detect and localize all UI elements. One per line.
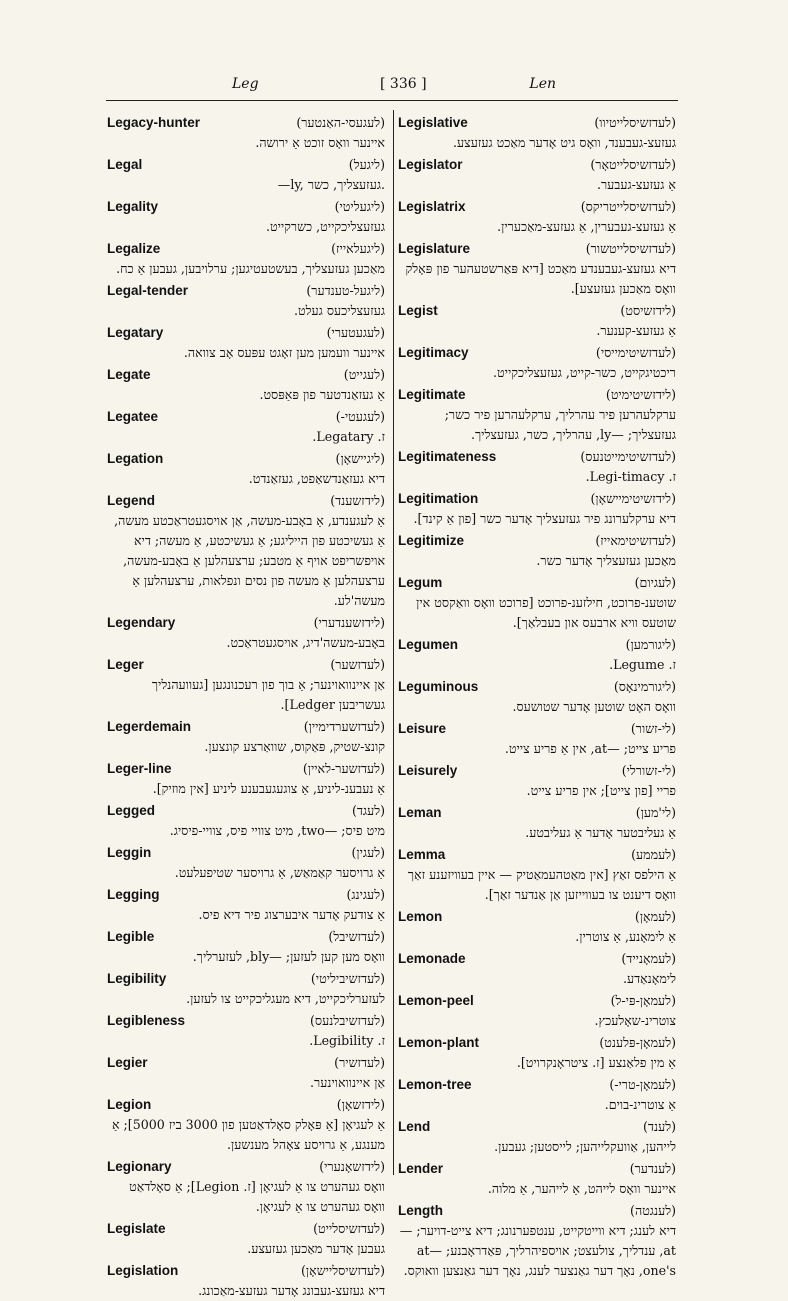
entry-headword: Legatary xyxy=(107,325,164,340)
entry-definition: דיא געזעצ-געבענדע מאַכט [דיא פּאַרשטעהער פון פּאָלק וואָס מאַכען געזעצע]. xyxy=(405,261,676,296)
dictionary-entry xyxy=(398,385,676,445)
entry-definition: אַ געליבטער אָדער אַ געליבטע. xyxy=(525,825,676,840)
dictionary-entry xyxy=(398,113,676,153)
entry-headword: Legal-tender xyxy=(107,283,189,298)
entry-headword: Legate xyxy=(107,367,151,382)
entry-pronunciation: (לעגעסי-האַנטער) xyxy=(296,115,385,130)
entry-definition: דיא לענג; דיא ווייטקייט, ענטפערנונג; דיא צייט-דויער; —at, ענדליך, צולעצט; אויספיהרליך, פּאַדראָבנע; —at one's, נאָך דער גאַנצער לענג, נאָך דער גאַנצען וואוקס. xyxy=(399,1223,676,1278)
page-number: [ 336 ] xyxy=(380,76,427,92)
entry-headword: Lemonade xyxy=(398,951,466,966)
dictionary-entry xyxy=(398,1075,676,1115)
entry-headword: Legum xyxy=(398,575,443,590)
entry-pronunciation: (ליגורמינאָס) xyxy=(613,679,676,694)
entry-headword: Leman xyxy=(398,805,442,820)
entry-pronunciation: (לעגייט) xyxy=(343,367,385,382)
entry-pronunciation: (לעממע) xyxy=(631,847,676,862)
header-left-guideword: Leg xyxy=(232,76,259,92)
dictionary-entry xyxy=(398,301,676,341)
entry-headword: Leisure xyxy=(398,721,447,736)
entry-pronunciation: (לידזשיסט) xyxy=(620,303,676,318)
entry-pronunciation: (לי-זשורלי) xyxy=(621,763,676,778)
dictionary-entry xyxy=(398,1033,676,1073)
entry-definition: אַ נעבענ-ליניע, אַ צוגעגעבענע ליניע [אין מוזיק]. xyxy=(152,781,385,796)
entry-headword: Legend xyxy=(107,493,156,508)
dictionary-entry xyxy=(107,491,385,611)
entry-pronunciation: (לעמאָנייד) xyxy=(621,951,676,966)
dictionary-entry xyxy=(107,407,385,447)
dictionary-entry xyxy=(107,927,385,967)
entry-pronunciation: (לעדזשיסליישאָן) xyxy=(301,1263,385,1278)
dictionary-entry xyxy=(107,197,385,237)
entry-headword: Legion xyxy=(107,1097,152,1112)
entry-definition: לייהען, אַוועקלייהען; לייסטען; געבען. xyxy=(494,1139,676,1154)
entry-pronunciation: (לעגיום) xyxy=(634,575,676,590)
entry-pronunciation: (לעדזשיביליטי) xyxy=(310,971,385,986)
entry-headword: Leggin xyxy=(107,845,152,860)
entry-definition: מאַכען געזעצליך, בעשטעטיגען; ערלויבען, געבען אַ כח. xyxy=(116,261,385,276)
entry-definition: צוטרינ-שאָלעכץ. xyxy=(594,1013,676,1028)
entry-definition: אַ לעגענדע, אַ באָבע-מעשה, אַן אויסגעטראַכטע מעשה, אַ געשיכטע פון הייליגע; אַ געשיכטע, אַ מעשה; דיא אויפשריפט אויף אַ מטבע; ערצעהלען אַ באָבע-מעשה, ערצעהלען אַ מעשה פון נסים ונפלאות, ערצעהלען אַ מעשה'לע. xyxy=(114,513,385,608)
entry-pronunciation: (לעדזשערדימיין) xyxy=(303,719,385,734)
entry-headword: Lend xyxy=(398,1119,431,1134)
dictionary-entry xyxy=(107,1261,385,1301)
entry-definition: ז. Legi-timacy. xyxy=(585,469,676,484)
dictionary-entry xyxy=(398,907,676,947)
entry-pronunciation: (לעדזשיר) xyxy=(334,1055,385,1070)
entry-pronunciation: (לעדזשיסלייט) xyxy=(313,1221,385,1236)
dictionary-entry xyxy=(398,1159,676,1199)
entry-headword: Legitimation xyxy=(398,491,479,506)
dictionary-entry xyxy=(398,531,676,571)
dictionary-entry xyxy=(107,843,385,883)
entry-headword: Legibility xyxy=(107,971,167,986)
dictionary-entry xyxy=(107,449,385,489)
entry-headword: Legislator xyxy=(398,157,463,172)
entry-headword: Legionary xyxy=(107,1159,172,1174)
entry-definition: אַ לעגיאָן [אַ פּאָלק סאָלדאַטען פון 3000 ביז 5000]; אַ מענגע, אַ גרויסע צאָהל מענשען. xyxy=(111,1117,385,1152)
entry-pronunciation: (ליגעלאייז) xyxy=(331,241,385,256)
header-right-guideword: Len xyxy=(529,76,556,92)
entry-headword: Legality xyxy=(107,199,159,214)
entry-pronunciation: (לעגעטערי) xyxy=(326,325,385,340)
dictionary-entry xyxy=(107,759,385,799)
entry-headword: Legislate xyxy=(107,1221,166,1236)
entry-pronunciation: (לעמאָן-טרי-) xyxy=(609,1077,676,1092)
dictionary-entry xyxy=(107,717,385,757)
dictionary-entry xyxy=(107,613,385,653)
entry-headword: Legendary xyxy=(107,615,176,630)
entry-pronunciation: (לעגעטי-) xyxy=(335,409,385,424)
entry-pronunciation: (לעדזשיסלייטריקס) xyxy=(580,199,676,214)
entry-definition: ערקלעהרען פיר עהרליך, ערקלעהרען פיר כשר; געזעצליך; —ly, עהרליך, כשר, געזעצליך. xyxy=(444,407,676,442)
entry-definition: אַ גרויסער קאַמאַש, אַ גרויסער שטיפעלעט. xyxy=(174,865,385,880)
entry-definition: לימאָנאַדע. xyxy=(622,971,676,986)
dictionary-entry xyxy=(107,1157,385,1217)
dictionary-entry xyxy=(107,1219,385,1259)
dictionary-entry xyxy=(107,281,385,321)
entry-headword: Legitimate xyxy=(398,387,466,402)
entry-definition: אַ הילפס זאַץ [אין מאַטהעמאַטיק — איין בעוויזענע זאַך וואָס דיענט צו בעווייזען אַן אַנדער זאַך]. xyxy=(407,867,676,902)
entry-headword: Legislature xyxy=(398,241,471,256)
entry-pronunciation: (ליגיישאָן) xyxy=(335,451,385,466)
entry-pronunciation: (לעמאָן-פּי-ל) xyxy=(610,993,676,1008)
dictionary-entry xyxy=(398,155,676,195)
entry-definition: —ly, געזעצליך, כשר. xyxy=(277,177,385,192)
entry-headword: Lemon-plant xyxy=(398,1035,479,1050)
entry-pronunciation: (לעדזשיסלייטאָר) xyxy=(590,157,676,172)
entry-pronunciation: (לידזשענדערי) xyxy=(313,615,385,630)
entry-headword: Legible xyxy=(107,929,155,944)
entry-pronunciation: (לעדזשיטימייסי) xyxy=(595,345,676,360)
header-rule xyxy=(106,100,678,101)
entry-pronunciation: (ליגורמען) xyxy=(625,637,676,652)
entry-headword: Legitimateness xyxy=(398,449,497,464)
entry-headword: Legitimize xyxy=(398,533,465,548)
left-column xyxy=(107,113,385,1298)
entry-definition: מיט פיס; —two, מיט צוויי פיס, צוויי-פיסיג. xyxy=(169,823,385,838)
entry-headword: Legislative xyxy=(398,115,468,130)
entry-definition: געזעצליכקייט, כשרקייט. xyxy=(265,219,385,234)
entry-pronunciation: (לענגטה) xyxy=(630,1203,676,1218)
entry-pronunciation: (לי-זשור) xyxy=(630,721,676,736)
entry-pronunciation: (לענדער) xyxy=(629,1161,676,1176)
entry-headword: Lemon-tree xyxy=(398,1077,472,1092)
entry-headword: Lemma xyxy=(398,847,446,862)
entry-pronunciation: (לי'מען) xyxy=(635,805,676,820)
dictionary-entry xyxy=(107,113,385,153)
dictionary-entry xyxy=(107,1011,385,1051)
entry-headword: Legging xyxy=(107,887,160,902)
entry-headword: Leger xyxy=(107,657,144,672)
entry-pronunciation: (ליגעליטי) xyxy=(334,199,385,214)
dictionary-entry xyxy=(107,1095,385,1155)
entry-definition: אַ געזעצ-געבער. xyxy=(596,177,676,192)
entry-pronunciation: (לעדזשיבלנעס) xyxy=(310,1013,385,1028)
entry-headword: Lemon-peel xyxy=(398,993,474,1008)
entry-definition: דיא ערקלערונג פיר געזעצליך אָדער כשר [פון אַ קינד]. xyxy=(413,511,676,526)
entry-pronunciation: (לענד) xyxy=(643,1119,676,1134)
dictionary-entry xyxy=(107,323,385,363)
entry-definition: געבען אָדער מאַכען געזעצע. xyxy=(247,1241,385,1256)
entry-headword: Legal xyxy=(107,157,143,172)
entry-headword: Legier xyxy=(107,1055,148,1070)
dictionary-entry xyxy=(398,239,676,299)
entry-headword: Legalize xyxy=(107,241,161,256)
entry-pronunciation: (לעדזשער) xyxy=(330,657,385,672)
entry-definition: אַ געזאַנדטער פון פּאַפּסט. xyxy=(259,387,385,402)
entry-pronunciation: (לעגין) xyxy=(351,845,385,860)
entry-definition: וואָס געהערט צו אַ לעגיאָן [ז. Legion]; אַ סאָלדאַט וואָס געהערט צו אַ לעגיאָן. xyxy=(129,1179,385,1214)
entry-definition: אַ צודעק אָדער איבערצוג פיר דיא פיס. xyxy=(198,907,385,922)
entry-pronunciation: (לעדזשיסלייטיוו) xyxy=(594,115,676,130)
entry-definition: געזעצ-געבענד, וואָס גיט אָדער מאַכט געזעצע. xyxy=(452,135,676,150)
entry-headword: Legacy-hunter xyxy=(107,115,201,130)
dictionary-entry xyxy=(107,801,385,841)
entry-headword: Legislation xyxy=(107,1263,179,1278)
entry-pronunciation: (לידזשאָנערי) xyxy=(319,1159,385,1174)
entry-definition: געזעצליכעס געלט. xyxy=(294,303,385,318)
entry-pronunciation: (לעדזשיטימייטנעס) xyxy=(580,449,676,464)
dictionary-entry xyxy=(107,1053,385,1093)
entry-definition: פריי [פון צייט]; אין פריע צייט. xyxy=(526,783,676,798)
dictionary-entry xyxy=(398,677,676,717)
dictionary-entry xyxy=(398,635,676,675)
entry-definition: לעזערליכקייט, דיא מעגליכקייט צו לעזען. xyxy=(186,991,385,1006)
entry-definition: וואָס האָט שוטען אָדער שטושעס. xyxy=(512,699,676,714)
entry-pronunciation: (ליגעל) xyxy=(348,157,385,172)
entry-definition: דיא געזאַנדשאַפט, געזאַנדט. xyxy=(248,471,385,486)
entry-pronunciation: (לעדזשיטימאייז) xyxy=(595,533,676,548)
entry-pronunciation: (לעדזשער-לאיין) xyxy=(302,761,385,776)
entry-definition: קונצ-שטיק, פּאַקוס, שוואַרצע קונצען. xyxy=(204,739,385,754)
entry-pronunciation: (לידזשאָן) xyxy=(336,1097,385,1112)
entry-headword: Legatee xyxy=(107,409,159,424)
dictionary-entry xyxy=(398,1117,676,1157)
dictionary-entry xyxy=(398,573,676,633)
dictionary-entry xyxy=(398,949,676,989)
entry-definition: ריכטיגקייט, כשר-קייט, געזעצליכקייט. xyxy=(493,365,676,380)
entry-definition: באָבע-מעשה'דיג, אויסגעטראַכט. xyxy=(226,635,385,650)
entry-pronunciation: (לעגד) xyxy=(351,803,385,818)
dictionary-entry xyxy=(398,991,676,1031)
entry-pronunciation: (לעדזשיסלייטשור) xyxy=(585,241,676,256)
entry-definition: אַ צוטרינ-בוים. xyxy=(604,1097,676,1112)
entry-headword: Length xyxy=(398,1203,443,1218)
dictionary-entry xyxy=(107,969,385,1009)
entry-definition: ז. Legatary. xyxy=(312,429,385,444)
entry-definition: אַ געזעצ-קענער. xyxy=(596,323,676,338)
entry-headword: Leisurely xyxy=(398,763,458,778)
entry-definition: אַ לימאָנע, אַ צוטרין. xyxy=(575,929,676,944)
entry-definition: מאַכען געזעצליך אָדער כשר. xyxy=(536,553,676,568)
entry-headword: Legislatrix xyxy=(398,199,466,214)
dictionary-entry xyxy=(398,447,676,487)
column-divider xyxy=(393,110,394,1175)
entry-pronunciation: (לידזשיטימיט) xyxy=(605,387,676,402)
dictionary-entry xyxy=(107,885,385,925)
dictionary-entry xyxy=(398,343,676,383)
entry-headword: Leguminous xyxy=(398,679,479,694)
dictionary-entry xyxy=(398,803,676,843)
entry-pronunciation: (לידזשיטימיישאָן) xyxy=(590,491,676,506)
entry-definition: אַ געזעצ-געבערין, אַ געזעצ-מאַכערין. xyxy=(497,219,676,234)
entry-definition: ז. Legibility. xyxy=(309,1033,385,1048)
entry-headword: Legist xyxy=(398,303,438,318)
entry-pronunciation: (לעמאָן-פּלענט) xyxy=(599,1035,676,1050)
entry-definition: איינער וועמען מען זאָגט עפּעס אָב צוואה. xyxy=(183,345,385,360)
dictionary-entry xyxy=(398,1201,676,1281)
entry-pronunciation: (ליגעל-טענדער) xyxy=(306,283,385,298)
entry-definition: איינער וואָס זוכט אַ ירושה. xyxy=(255,135,385,150)
entry-definition: וואָס מען קען לעזען; —bly, לעזערליך. xyxy=(192,949,385,964)
entry-definition: דיא געזעצ-געבונג אָדער געזעצ-מאַכונג. xyxy=(198,1283,385,1298)
entry-pronunciation: (לעדזשיבל) xyxy=(328,929,385,944)
entry-headword: Legged xyxy=(107,803,156,818)
entry-headword: Legerdemain xyxy=(107,719,192,734)
entry-headword: Legitimacy xyxy=(398,345,469,360)
entry-definition: אַ מין פלאַנצע [ז. ציטראָנקרויט]. xyxy=(516,1055,676,1070)
entry-definition: שוטענ-פרוכט, חילזענ-פרוכט [פרוכט וואָס וואַקסט אין שוטעס וויא ארבעס און בעבלאַך]. xyxy=(416,595,676,630)
entry-pronunciation: (לידזשענד) xyxy=(330,493,385,508)
dictionary-entry xyxy=(398,719,676,759)
entry-definition: אַן איינוואוינער. xyxy=(310,1075,385,1090)
entry-definition: אַן איינוואוינער; אַ בוך פון רעכנונגען [געוועהנליך געשריבען Ledger]. xyxy=(151,677,385,712)
entry-pronunciation: (לעגינג) xyxy=(346,887,385,902)
dictionary-entry xyxy=(398,197,676,237)
dictionary-entry xyxy=(107,239,385,279)
dictionary-entry xyxy=(107,365,385,405)
entry-definition: ז. Legume. xyxy=(609,657,676,672)
entry-headword: Lemon xyxy=(398,909,443,924)
dictionary-entry xyxy=(398,845,676,905)
dictionary-entry xyxy=(107,655,385,715)
entry-definition: איינער וואָס לייהט, אַ לייהער, אַ מלוה. xyxy=(487,1181,676,1196)
entry-headword: Legumen xyxy=(398,637,459,652)
dictionary-entry xyxy=(107,155,385,195)
page-header xyxy=(108,74,678,100)
right-column xyxy=(398,113,676,1278)
entry-headword: Lender xyxy=(398,1161,444,1176)
dictionary-entry xyxy=(398,761,676,801)
dictionary-entry xyxy=(398,489,676,529)
entry-definition: פריע צייט; —at, אין אַ פריע צייט. xyxy=(504,741,676,756)
entry-headword: Leger-line xyxy=(107,761,172,776)
entry-pronunciation: (לעמאָן) xyxy=(634,909,676,924)
entry-headword: Legibleness xyxy=(107,1013,186,1028)
entry-headword: Legation xyxy=(107,451,164,466)
